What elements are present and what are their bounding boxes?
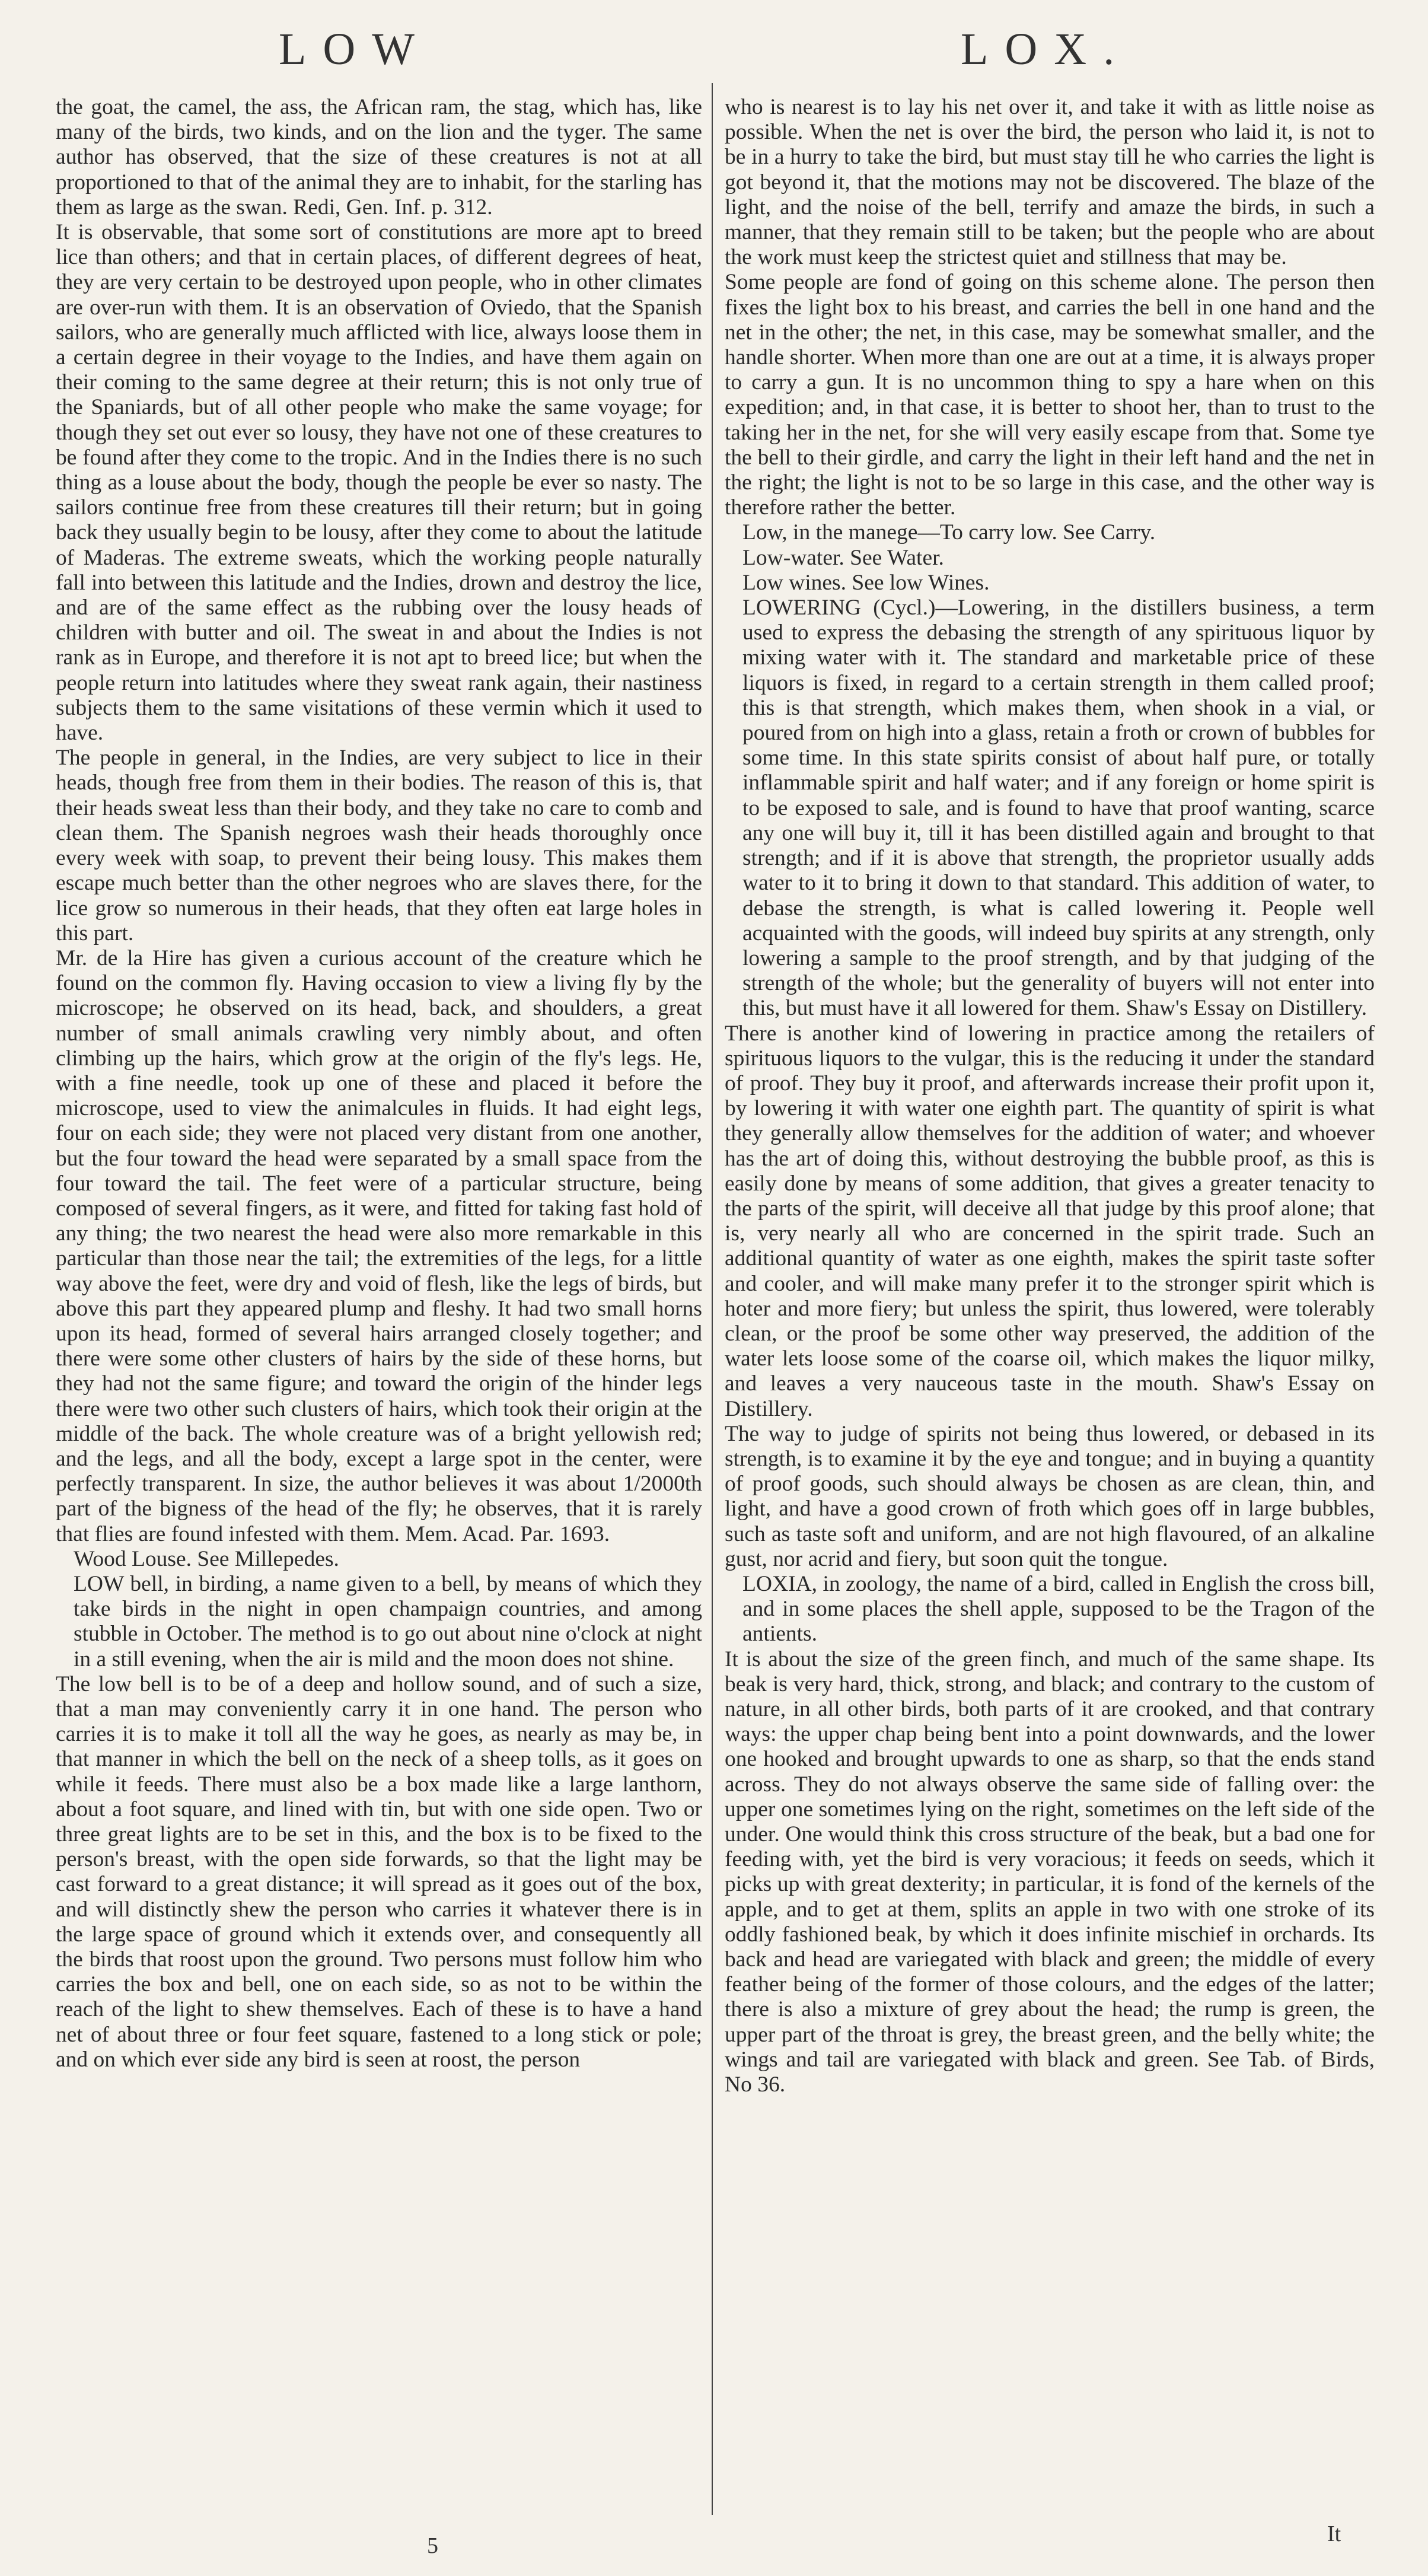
cross-reference-entry: Low, in the manege—To carry low. See Carry. — [742, 520, 1156, 545]
paragraph: Mr. de la Hire has given a curious account of the creature which he found on the common fly. Having occasion to view a living fly by the microscope; he observed on its head, back, and shoulders, a great number of small animals crawling very nimbly about, and often climbing up the hairs, which grow at the origin of the fly's legs. He, with a fine needle, took up one of these and placed it before the microscope, used to view the animalcules in fluids. It had eight legs, four on each side; they were not placed very distant from one another, but the four toward the head were separated by a small space from the four toward the tail. The feet were of a particular structure, being composed of several fingers, as it were, and fitted for taking fast hold of any thing; the two nearest the head were also more remarkable in this particular than those near the tail; the extremities of the legs, for a little way above the feet, were dry and void of flesh, like the legs of birds, but above this part they appeared plump and fleshy. It had two small horns upon its head, formed of several hairs arranged closely together; and there were some other clusters of hairs by the side of these horns, but they had not the same figure; and toward the origin of the hinder legs there were two other such clusters of hairs, which took their origin at the middle of the back. The whole creature was of a bright yellowish red; and the legs, and all the body, except a large spot in the center, were perfectly transparent. In size, the author believes it was about 1/2000th part of the bigness of the head of the fly; he observes, that it is rarely that flies are found infested with them. Mem. Acad. Par. 1693. — [56, 945, 702, 1546]
catchword: It — [1327, 2521, 1341, 2546]
running-head-left: LOW — [279, 24, 432, 74]
paragraph: There is another kind of lowering in practice among the retailers of spirituous liquors to the vulgar, this is the reducing it under the standard of proof. They buy it proof, and afterwards increase their profit upon it, by lowering it with water one eighth part. The quantity of spirit is what they generally allow themselves for the addition of water; and whoever has the art of doing this, without destroying the bubble proof, as this is easily done by means of some addition, that gives a greater tenacity to the parts of the spirit, will deceive all that judge by this proof alone; that is, very nearly all who are concerned in the spirit trade. Such an additional quantity of water as one eighth, makes the spirit taste softer and cooler, and will make many prefer it to the stronger spirit which is hoter and more fiery; but unless the spirit, thus lowered, were tolerably clean, or the proof be some other way preserved, the addition of the water lets loose some of the coarse oil, which makes the liquor milky, and leaves a very nauceous taste in the mouth. Shaw's Essay on Distillery. — [725, 1021, 1375, 1421]
paragraph: The low bell is to be of a deep and hollow sound, and of such a size, that a man may conveniently carry it in one hand. The person who carries it is to make it toll all the way he goes, as nearly as may be, in that manner in which the bell on the neck of a sheep tolls, as it goes on while it feeds. There must also be a box made like a large lanthorn, about a foot square, and lined with tin, but with one side open. Two or three great lights are to be set in this, and the box is to be fixed to the person's breast, with the open side forwards, so that the light may be cast forward to a great distance; it will spread as it goes out of the box, and will distinctly shew the person who carries it whatever there is in the large space of ground which it extends over, and consequently all the birds that roost upon the ground. Two persons must follow him who carries the box and bell, one on each side, so as not to be within the reach of the light to shew themselves. Each of these is to have a hand net of about three or four feet square, fastened to a long stick or pole; and on which ever side any bird is seen at roost, the person — [56, 1671, 702, 2072]
paragraph: the goat, the camel, the ass, the African ram, the stag, which has, like many of the birds, two kinds, and on the lion and the tyger. The same author has observed, that the size of these creatures is not at all proportioned to that of the animal they are to inhabit, for the starling has them as large as the swan. Redi, Gen. Inf. p. 312. — [56, 95, 702, 219]
page-number: 5 — [427, 2533, 438, 2558]
cross-reference-entry: Wood Louse. See Millepedes. — [74, 1546, 339, 1571]
entry-low-bell: LOW bell, in birding, a name given to a bell, by means of which they take birds in the night in open champaign countries, and among stubble in October. The method is to go out about nine o'clock at night in a still evening, when the air is mild and the moon does not shine. — [74, 1571, 702, 1671]
paragraph: The people in general, in the Indies, are very subject to lice in their heads, though free from them in their bodies. The reason of this is, that their heads sweat less than their body, and they take no care to comb and clean them. The Spanish negroes wash their heads thoroughly once every week with soap, to prevent their being lousy. This makes them escape much better than the other negroes who are slaves there, for the lice grow so numerous in their heads, that they often eat large holes in this part. — [56, 746, 702, 945]
paragraph: Some people are fond of going on this scheme alone. The person then fixes the light box to his breast, and carries the bell in one hand and the net in the other; the net, in this case, may be somewhat smaller, and the handle shorter. When more than one are out at a time, it is always proper to carry a gun. It is no uncommon thing to spy a hare when on this expedition; and, in that case, it is better to shoot her, than to trust to the taking her in the net, for she will very easily escape from that. Some tye the bell to their girdle, and carry the light in their left hand and the net in the right; the light is not to be so large in this case, and the other way is therefore rather the better. — [725, 270, 1375, 520]
right-column — [725, 95, 1375, 2097]
paragraph: who is nearest is to lay his net over it, and take it with as little noise as possible. When the net is over the bird, the person who laid it, is not to be in a hurry to take the bird, but must stay till he who carries the light is got beyond it, that the motions may not be discovered. The blaze of the light, and the noise of the bell, terrify and amaze the birds, in such a manner, that they remain still to be taken; but the people who are about the work must keep the strictest quiet and stillness that may be. — [725, 95, 1375, 270]
left-column — [56, 95, 702, 2072]
paragraph: The way to judge of spirits not being thus lowered, or debased in its strength, is to examine it by the eye and tongue; and in buying a quantity of proof goods, such should always be chosen as are clean, thin, and light, and have a good crown of froth which goes off in large bubbles, such as taste soft and uniform, and are not high flavoured, of an alkaline gust, nor acrid and fiery, but soon quit the tongue. — [725, 1421, 1375, 1571]
column-divider — [712, 83, 713, 2515]
cross-reference-entry: Low-water. See Water. — [742, 545, 944, 570]
paragraph: It is about the size of the green finch, and much of the same shape. Its beak is very hard, thick, strong, and black; and contrary to the custom of nature, in all other birds, both parts of it are crooked, and that contrary ways: the upper chap being bent into a point downwards, and the lower one hooked and brought upwards to one as sharp, so that the ends stand across. They do not always observe the same side of falling over: the upper one sometimes lying on the right, sometimes on the left side of the under. One would think this cross structure of the beak, but a bad one for feeding with, yet the bird is very voracious; it feeds on seeds, which it picks up with great dexterity; in particular, it is fond of the kernels of the apple, and to get at them, splits an apple in two with one stroke of its oddly fashioned beak, by which it does infinite mischief in orchards. Its back and head are variegated with black and green; the middle of every feather being of the former of those colours, and the edges of the latter; there is also a mixture of grey about the head; the rump is green, the upper part of the throat is grey, the breast green, and the belly white; the wings and tail are variegated with black and green. See Tab. of Birds, No 36. — [725, 1647, 1375, 2097]
entry-lowering: LOWERING (Cycl.)—Lowering, in the distillers business, a term used to express the debasing the strength of any spirituous liquor by mixing water with it. The standard and marketable price of these liquors is fixed, in regard to a certain strength in them called proof; this is that strength, which makes them, when shook in a vial, or poured from on high into a glass, retain a froth or crown of bubbles for some time. In this state spirits consist of about half pure, or totally inflammable spirit and half water; and if any foreign or home spirit is to be exposed to sale, and is found to have that proof wanting, scarce any one will buy it, till it has been distilled again and brought to that strength; and if it is above that strength, the proprietor usually adds water to it to bring it down to that standard. This addition of water, to debase the strength, is what is called lowering it. People well acquainted with the goods, will indeed buy spirits at any strength, only lowering a sample to the proof strength, and by that judging of the strength of the whole; but the generality of buyers will not enter into this, but must have it all lowered for them. Shaw's Essay on Distillery. — [742, 596, 1375, 1021]
entry-loxia: LOXIA, in zoology, the name of a bird, called in English the cross bill, and in some places the shell apple, supposed to be the Tragon of the antients. — [742, 1571, 1375, 1647]
cross-reference-entry: Low wines. See low Wines. — [742, 570, 990, 595]
paragraph: It is observable, that some sort of constitutions are more apt to breed lice than others; and that in certain places, of different degrees of heat, they are very certain to be destroyed upon people, who in other climates are over-run with them. It is an observation of Oviedo, that the Spanish sailors, who are generally much afflicted with lice, always loose them in a certain degree in their voyage to the Indies, and have them again on their coming to the same degree at their return; this is not only true of the Spaniards, but of all other people who make the same voyage; for though they set out ever so lousy, they have not one of these creatures to be found after they come to the tropic. And in the Indies there is no such thing as a louse about the body, though the people be ever so nasty. The sailors continue free from these creatures till their return; but in going back they usually begin to be lousy, after they come to about the latitude of Maderas. The extreme sweats, which the working people naturally fall into between this latitude and the Indies, drown and destroy the lice, and are of the same effect as the rubbing over the lousy heads of children with butter and oil. The sweat in and about the Indies is not rank as in Europe, and therefore it is not apt to breed lice; but when the people return into latitudes where they sweat rank again, their nastiness subjects them to the same visitations of these vermin which it used to have. — [56, 220, 702, 746]
running-head-right: LOX. — [961, 24, 1131, 74]
